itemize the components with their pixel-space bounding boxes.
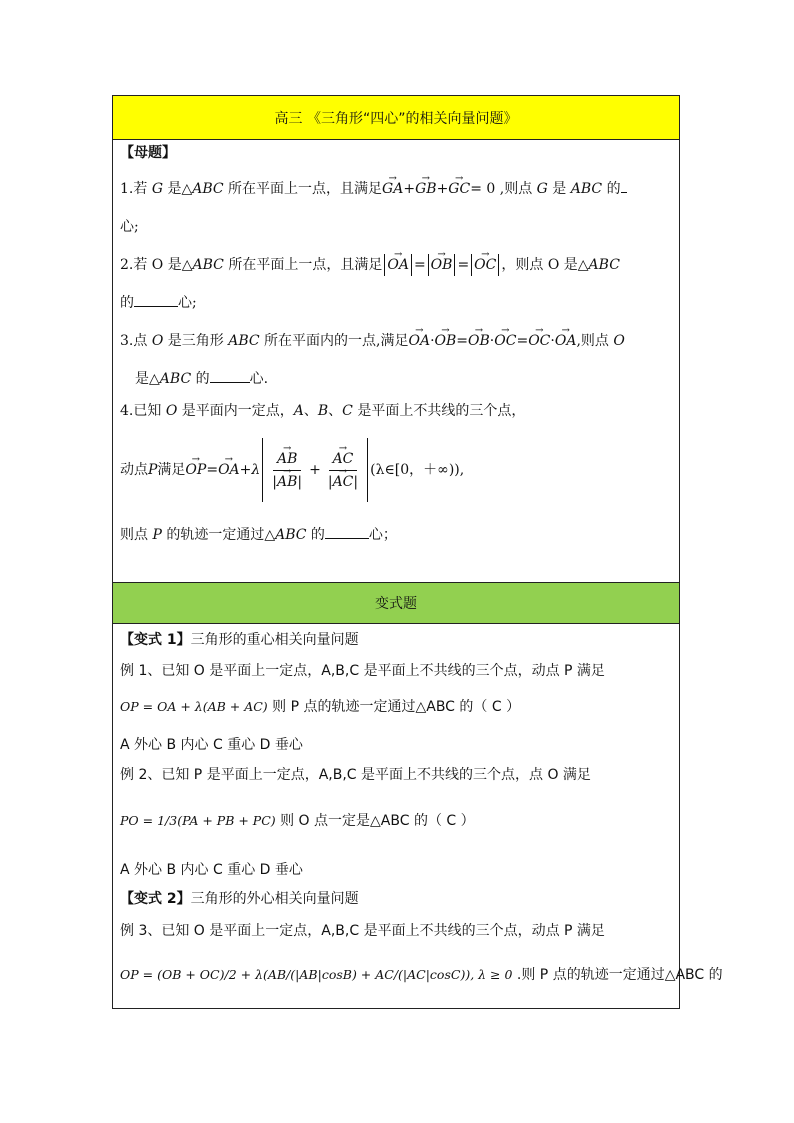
- example-3-text: 例 3、已知 O 是平面上一定点，A,B,C 是平面上不共线的三个点，动点 P 满足: [120, 923, 605, 939]
- question-4-formula: 动点 P 满足 → OP = → OA + λ → $\frac{AB}{|\to AB|}$ + → $\frac{AC}{|\to AC|}$ (λ∈[0，＋∞)),: [120, 440, 464, 500]
- variant-header: 变式题: [375, 596, 417, 612]
- title-band: [113, 96, 679, 140]
- question-3-line2: 是△ABC 的 心.: [135, 368, 268, 388]
- example-1-formula: OP = OA + λ(AB + AC): [120, 699, 268, 714]
- example-2-text: 例 2、已知 P 是平面上一定点，A,B,C 是平面上不共线的三个点，点 O 满足: [120, 767, 591, 783]
- variant-1-heading: 【变式 1】三角形的重心相关向量问题: [120, 632, 359, 648]
- variant-band: [113, 582, 679, 624]
- question-2: 2.若 O 是△ABC 所在平面上一点，且满足→ OA =→ OB =→ OC ，则点 O 是△ABC: [120, 254, 620, 276]
- variant-2-heading: 【变式 2】三角形的外心相关向量问题: [120, 891, 359, 907]
- example-2-formula-line: PO = 1/3(PA + PB + PC) 则 O 点一定是△ABC 的（ C ）: [120, 813, 475, 829]
- question-4-line3: 则点 P 的轨迹一定通过△ABC 的 心；: [120, 524, 397, 544]
- example-2-options: A 外心 B 内心 C 重心 D 垂心: [120, 862, 303, 878]
- question-2-line2: 的 心;: [120, 292, 197, 312]
- question-1-line2: 心;: [120, 219, 139, 235]
- example-3-formula: OP = (OB + OC)/2 + λ(AB/(|AB|cosB) + AC/(|AC|cosC)), λ ≥ 0: [120, 967, 513, 982]
- example-3-formula-line: OP = (OB + OC)/2 + λ(AB/(|AB|cosB) + AC/(|AC|cosC)), λ ≥ 0 .则 P 点的轨迹一定通过△ABC 的: [120, 967, 723, 983]
- question-4: 4.已知 O 是平面内一定点，A、B、C 是平面上不共线的三个点，: [120, 403, 526, 419]
- example-1-text: 例 1、已知 O 是平面上一定点，A,B,C 是平面上不共线的三个点，动点 P 满足: [120, 663, 605, 679]
- example-1-formula-line: OP = OA + λ(AB + AC) 则 P 点的轨迹一定通过△ABC 的（ C ）: [120, 699, 521, 715]
- example-2-formula: PO = 1/3(PA + PB + PC): [120, 813, 276, 828]
- question-3: 3.点 O 是三角形 ABC 所在平面内的一点,满足→ OA·→ OB=→ OB·→ OC=→ OC·→ OA,则点 O: [120, 332, 625, 350]
- question-1: 1.若 G 是△ABC 所在平面上一点，且满足→ GA+→ GB+→ GC= 0 ,则点 G 是 ABC 的: [120, 178, 627, 198]
- mother-header: 【母题】: [120, 145, 176, 161]
- example-1-options: A 外心 B 内心 C 重心 D 垂心: [120, 737, 303, 753]
- worksheet-table: [112, 95, 723, 1009]
- worksheet-title: 高三 《三角形“四心”的相关向量问题》: [274, 110, 518, 127]
